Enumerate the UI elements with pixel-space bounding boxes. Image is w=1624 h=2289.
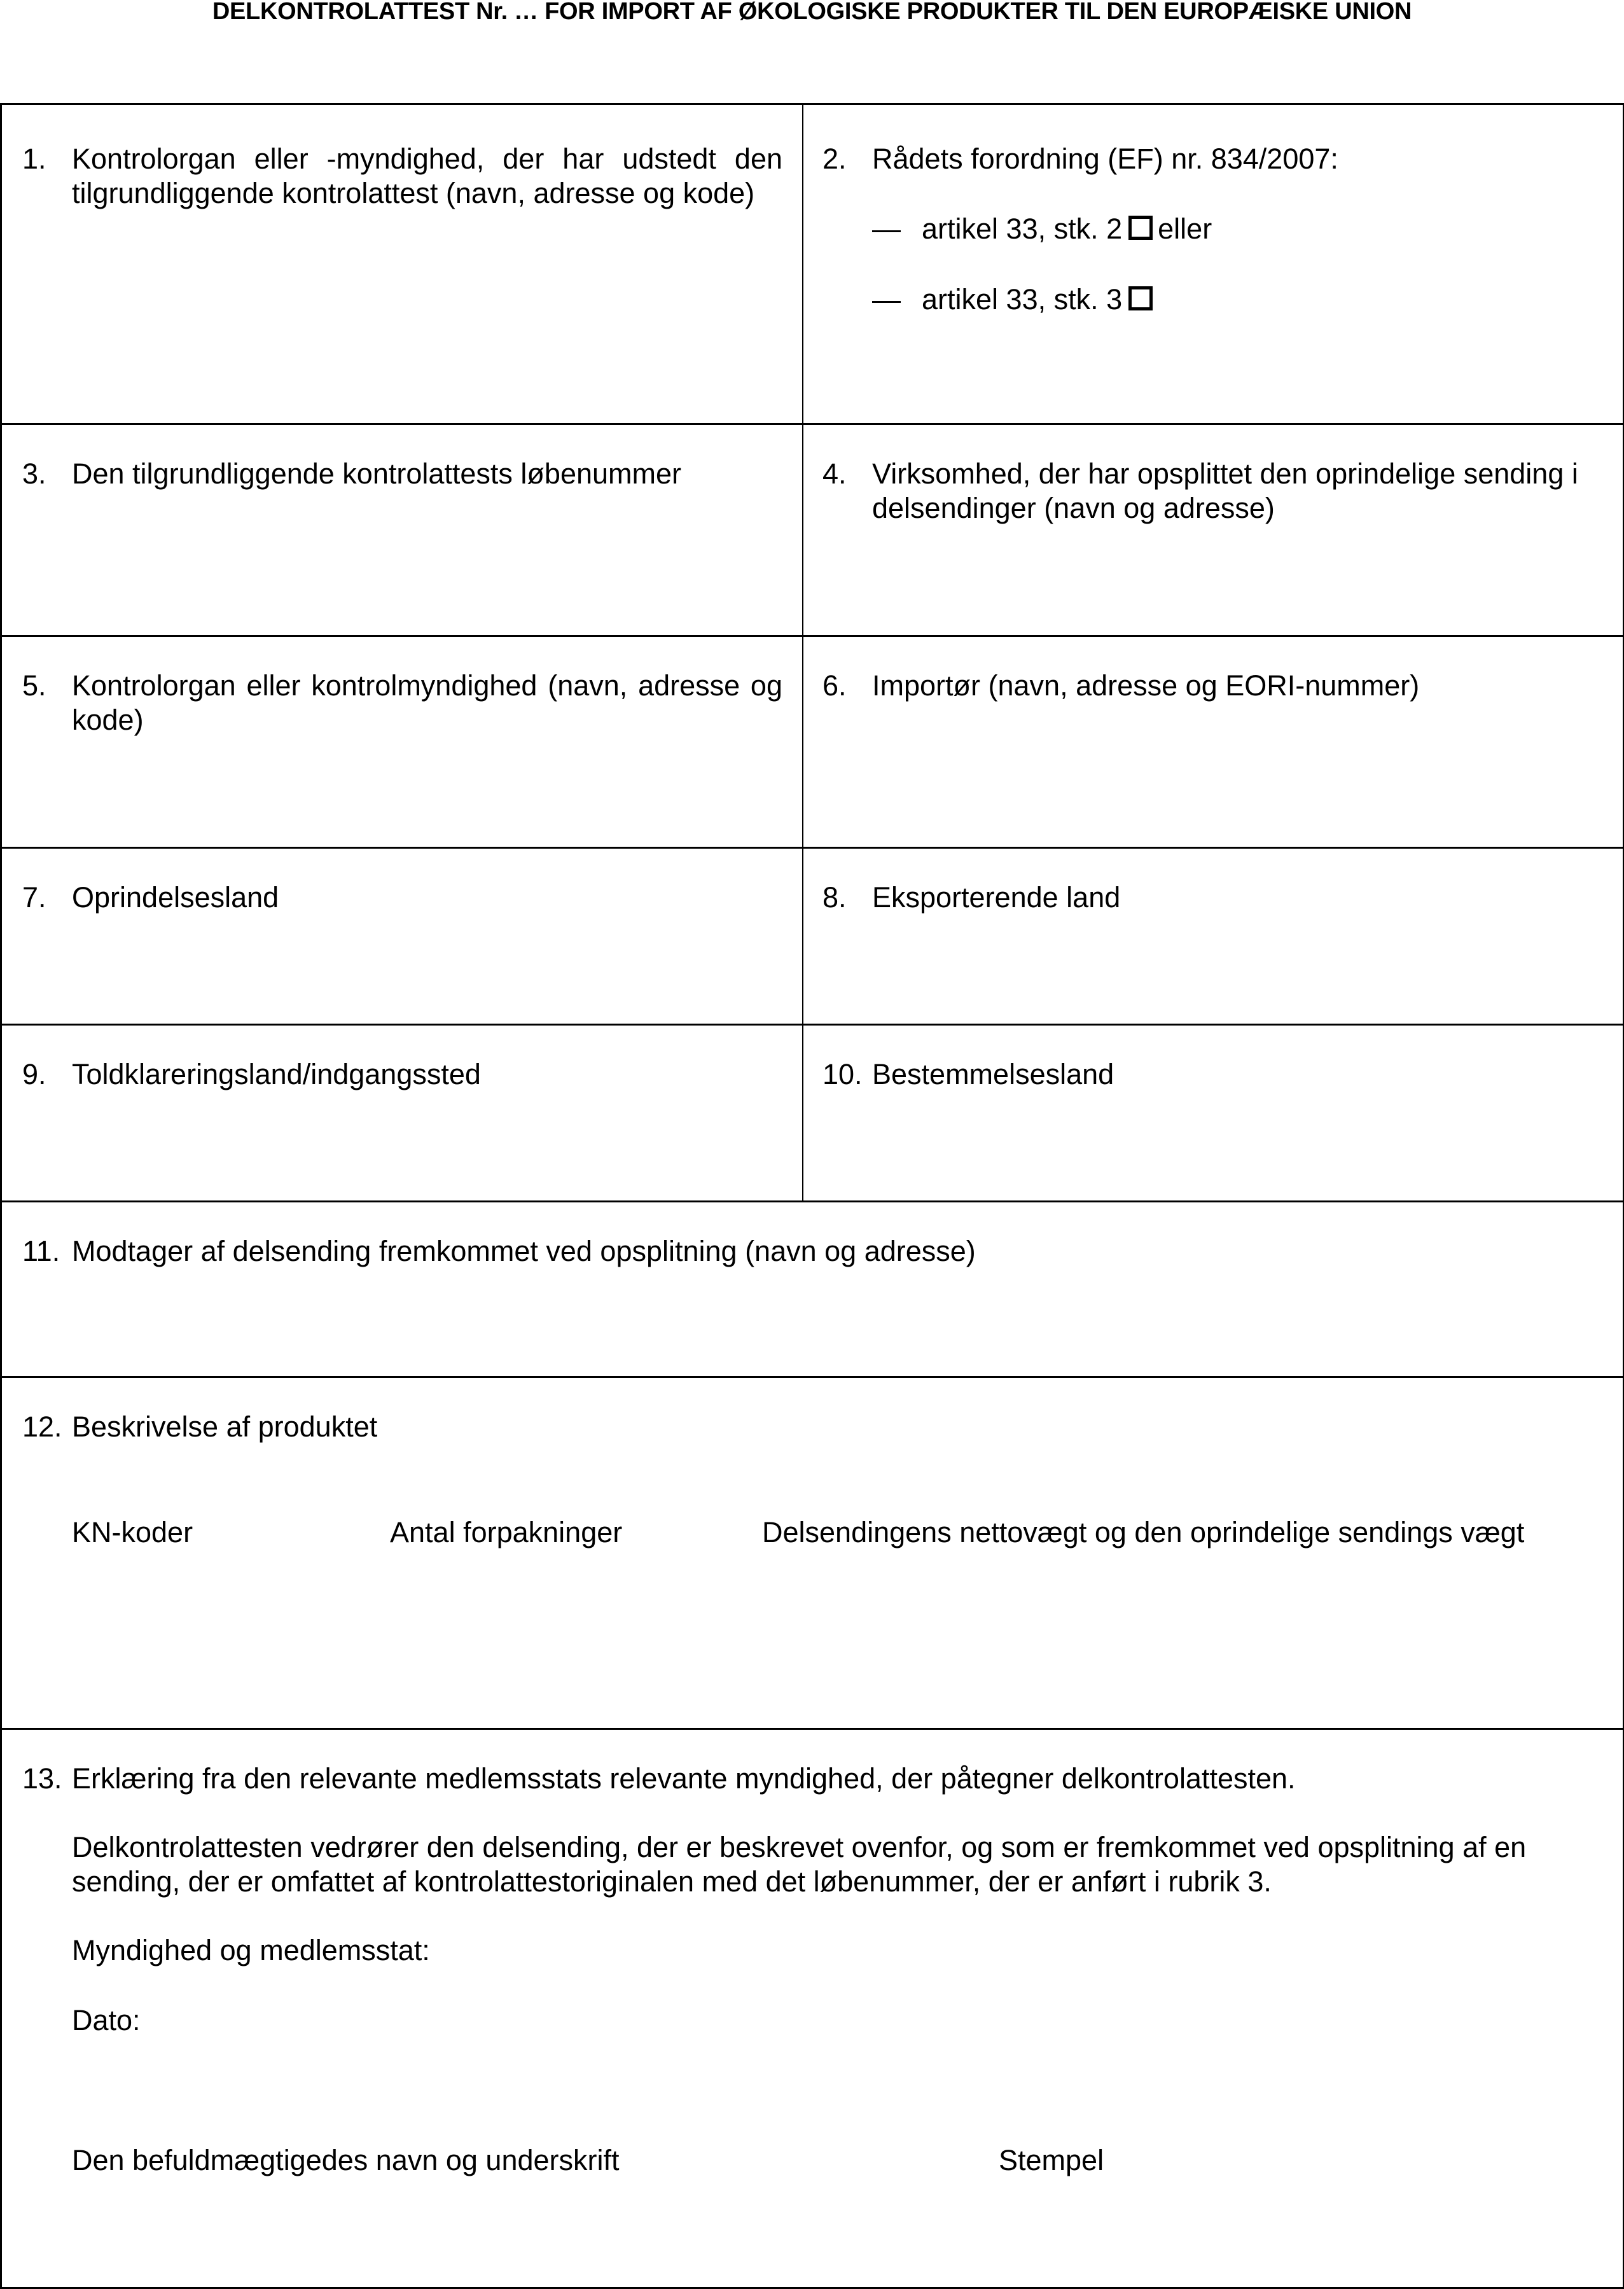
signature-label[interactable]: Den befuldmægtigedes navn og underskrift — [72, 2144, 620, 2176]
field-11-label: Modtager af delsending fremkommet ved opsplitning (navn og adresse) — [72, 1235, 976, 1267]
field-6[interactable] — [803, 637, 1623, 847]
field-2-number: 2. — [822, 143, 847, 175]
option-article-33-2 — [872, 212, 1212, 246]
field-11-number: 11. — [22, 1235, 60, 1267]
field-3-label: Den tilgrundliggende kontrolattests løbenummer — [72, 457, 682, 490]
authority-label[interactable]: Myndighed og medlemsstat: — [72, 1934, 430, 1966]
field-6-label: Importør (navn, adresse og EORI-nummer) — [872, 669, 1420, 702]
field-10-number: 10. — [822, 1058, 863, 1090]
field-10[interactable] — [803, 1026, 1623, 1200]
field-2-label: Rådets forordning (EF) nr. 834/2007: — [872, 143, 1338, 175]
dash: — — [872, 212, 901, 245]
option-label: artikel 33, stk. 3 — [922, 283, 1123, 316]
field-13-number: 13. — [22, 1762, 62, 1795]
field-12-label: Beskrivelse af produktet — [72, 1410, 378, 1443]
field-12-number: 12. — [22, 1410, 62, 1443]
field-5-number: 5. — [22, 669, 46, 702]
column-net-weight: Delsendingens nettovægt og den oprindelige sendings vægt — [762, 1516, 1525, 1548]
field-7[interactable] — [2, 849, 803, 1024]
field-12[interactable] — [2, 1378, 1623, 1728]
field-10-label: Bestemmelsesland — [872, 1058, 1114, 1090]
column-kn-codes: KN-koder — [72, 1516, 193, 1548]
field-3-number: 3. — [22, 457, 46, 490]
option-label: artikel 33, stk. 2 — [922, 212, 1123, 245]
field-7-label: Oprindelsesland — [72, 881, 279, 914]
option-suffix: eller — [1158, 212, 1212, 245]
stamp-label[interactable]: Stempel — [999, 2144, 1104, 2176]
option-article-33-3 — [872, 282, 1158, 317]
field-9[interactable] — [2, 1026, 803, 1200]
field-2 — [803, 105, 1623, 423]
field-9-label: Toldklareringsland/indgangssted — [72, 1058, 481, 1090]
row-12 — [2, 1376, 1623, 1728]
certificate-form — [0, 103, 1624, 2289]
field-8-label: Eksporterende land — [872, 881, 1121, 914]
field-4[interactable] — [803, 425, 1623, 635]
dash: — — [872, 283, 901, 316]
field-13 — [2, 1730, 1623, 2287]
row-1-2 — [2, 105, 1623, 423]
field-5-label: Kontrolorgan eller kontrolmyndighed (navn, adresse og kode) — [72, 669, 782, 736]
field-13-label: Erklæring fra den relevante medlemsstats relevante myndighed, der påtegner delkontrolattesten. — [72, 1762, 1296, 1795]
date-label[interactable]: Dato: — [72, 2004, 141, 2036]
row-7-8 — [2, 847, 1623, 1024]
row-11 — [2, 1200, 1623, 1376]
field-11[interactable] — [2, 1202, 1623, 1376]
column-package-count: Antal forpakninger — [390, 1516, 623, 1548]
document-title: DELKONTROLATTEST Nr. … FOR IMPORT AF ØKOLOGISKE PRODUKTER TIL DEN EUROPÆISKE UNION — [212, 0, 1412, 25]
field-1-label: Kontrolorgan eller -myndighed, der har udstedt den tilgrundliggende kontrolattest (navn, adresse og kode) — [72, 143, 782, 209]
row-13 — [2, 1728, 1623, 2287]
row-5-6 — [2, 635, 1623, 847]
field-8-number: 8. — [822, 881, 847, 914]
checkbox-article-33-3[interactable] — [1128, 286, 1153, 310]
field-5[interactable] — [2, 637, 803, 847]
field-9-number: 9. — [22, 1058, 46, 1090]
row-9-10 — [2, 1024, 1623, 1200]
checkbox-article-33-2[interactable] — [1128, 216, 1153, 240]
field-3[interactable] — [2, 425, 803, 635]
field-7-number: 7. — [22, 881, 46, 914]
declaration-statement: Delkontrolattesten vedrører den delsending, der er beskrevet ovenfor, og som er fremkommet ved opsplitning af en sending, der er omfattet af kontrolattestoriginalen med det løbenummer, der er anført i rubrik 3. — [72, 1831, 1527, 1898]
field-4-label: Virksomhed, der har opsplittet den oprindelige sending i delsendinger (navn og adresse) — [872, 457, 1578, 524]
field-4-number: 4. — [822, 457, 847, 490]
field-6-number: 6. — [822, 669, 847, 702]
field-1-number: 1. — [22, 143, 46, 175]
field-1[interactable] — [2, 105, 803, 423]
row-3-4 — [2, 423, 1623, 635]
field-8[interactable] — [803, 849, 1623, 1024]
